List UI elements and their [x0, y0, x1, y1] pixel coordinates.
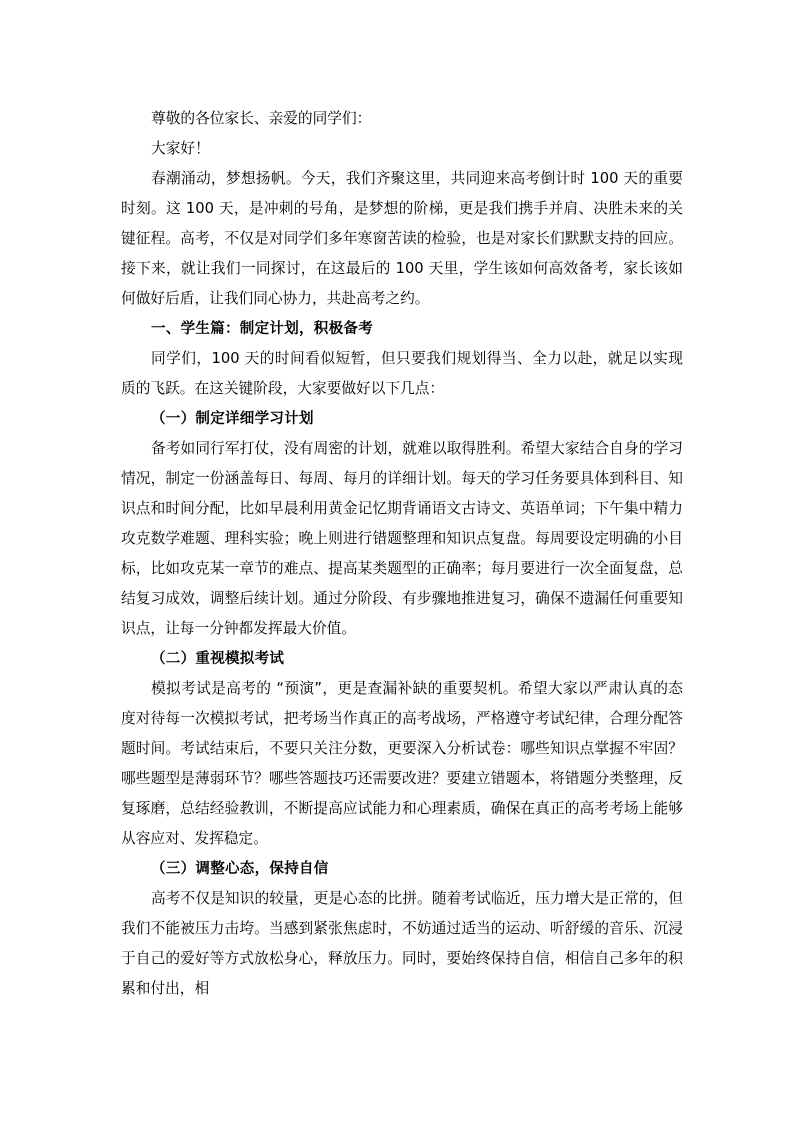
subsection2-body-paragraph: 模拟考试是高考的 “预演”，更是查漏补缺的重要契机。希望大家以严肃认真的态度对待每一次模拟考试，把考场当作真正的高考战场，严格遵守考试纪律，合理分配答题时间。考试结束后，不要只关注分数，更要深入分析试卷：哪些知识点掌握不牢固？哪些题型是薄弱环节？哪些答题技巧还需要改进？要建立错题本，将错题分类整理，反复琢磨，总结经验教训，不断提高应试能力和心理素质，确保在真正的高考考场上能够从容应对、发挥稳定。 [121, 680, 683, 847]
intro-paragraph: 春潮涌动，梦想扬帆。今天，我们齐聚这里，共同迎来高考倒计时 100 天的重要时刻。这 100 天，是冲刺的号角，是梦想的阶梯，更是我们携手并肩、决胜未来的关键征程。高考，不仅是对同学们多年寒窗苦读的检验，也是对家长们默默支持的回应。接下来，就让我们一同探讨，在这最后的 100 天里，学生该如何高效备考，家长该如何做好后盾，让我们同心协力，共赴高考之约。 [121, 170, 683, 307]
subsection3-body-paragraph: 高考不仅是知识的较量，更是心态的比拼。随着考试临近，压力增大是正常的，但我们不能被压力击垮。当感到紧张焦虑时，不妨通过适当的运动、听舒缓的音乐、沉浸于自己的爱好等方式放松身心，释放压力。同时，要始终保持自信，相信自己多年的积累和付出，相 [121, 890, 683, 997]
subsection1-body-paragraph: 备考如同行军打仗，没有周密的计划，就难以取得胜利。希望大家结合自身的学习情况，制定一份涵盖每日、每周、每月的详细计划。每天的学习任务要具体到科目、知识点和时间分配，比如早晨利用黄金记忆期背诵语文古诗文、英语单词；下午集中精力攻克数学难题、理科实验；晚上则进行错题整理和知识点复盘。每周要设定明确的小目标，比如攻克某一章节的难点、提高某类题型的正确率；每月要进行一次全面复盘，总结复习成效，调整后续计划。通过分阶段、有步骤地推进复习，确保不遗漏任何重要知识点，让每一分钟都发挥最大价值。 [121, 440, 683, 637]
section1-intro-paragraph: 同学们，100 天的时间看似短暂，但只要我们规划得当、全力以赴，就足以实现质的飞跃。在这关键阶段，大家要做好以下几点： [121, 350, 683, 397]
salutation-paragraph: 尊敬的各位家长、亲爱的同学们： [151, 110, 372, 127]
subsection-heading-mindset: （三）调整心态，保持自信 [151, 861, 329, 877]
greeting-paragraph: 大家好！ [151, 140, 210, 157]
document-body [121, 0, 683, 1004]
subsection-heading-study-plan: （一）制定详细学习计划 [151, 411, 314, 427]
page-title [121, 0, 683, 104]
subsection-heading-mock-exams: （二）重视模拟考试 [151, 651, 285, 667]
section-heading-students: 一、学生篇：制定计划，积极备考 [151, 320, 373, 337]
